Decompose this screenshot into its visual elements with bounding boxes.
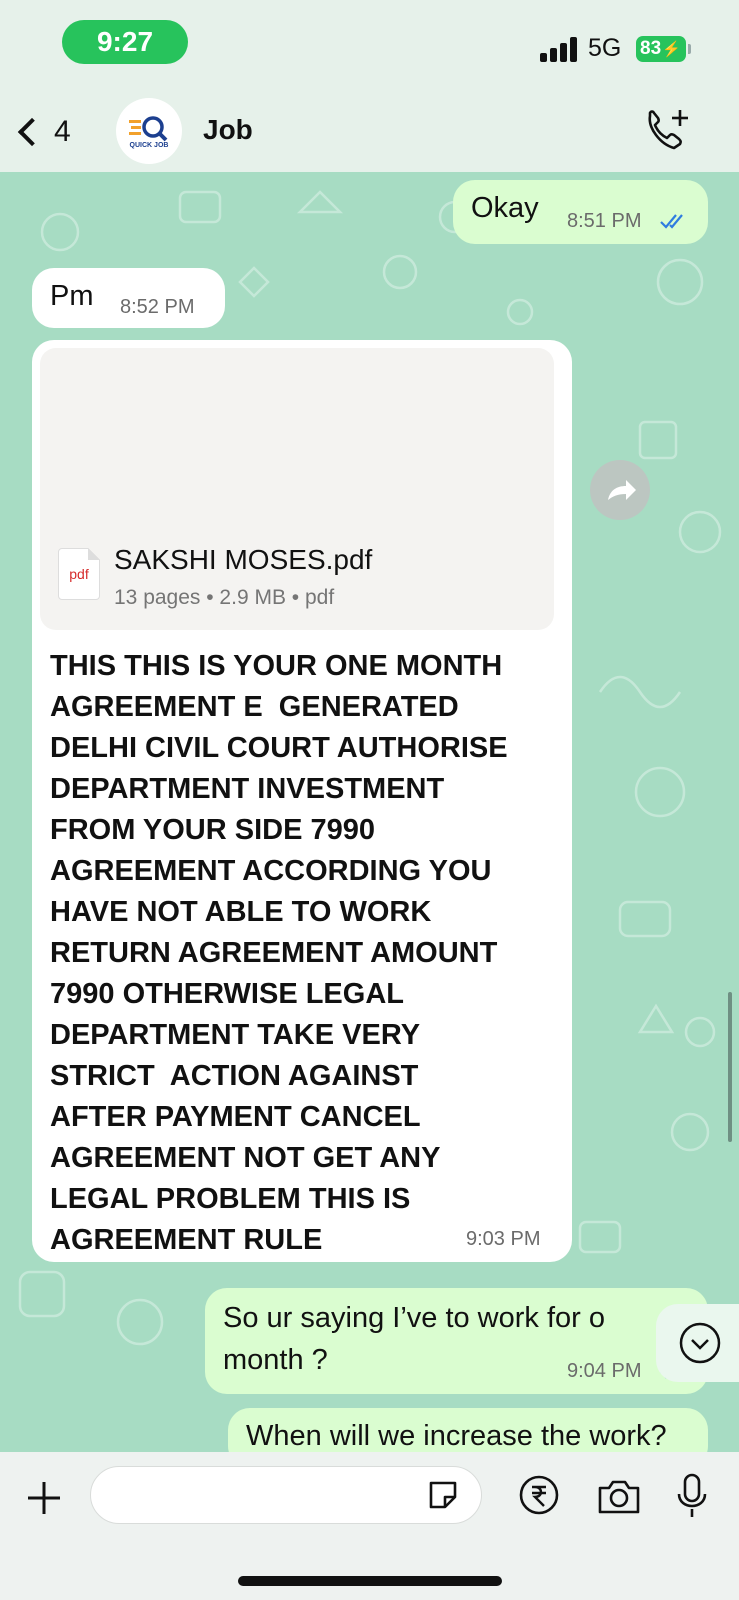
forward-button[interactable] [590,460,650,520]
payment-rupee-icon[interactable] [518,1474,560,1516]
caption-line: AGREEMENT RULE [50,1224,323,1256]
cellular-signal-icon [540,36,580,62]
caption-line: DEPARTMENT TAKE VERY [50,1019,421,1051]
message-incoming-document[interactable] [32,340,572,1262]
caption-line: THIS THIS IS YOUR ONE MONTH [50,650,503,682]
message-outgoing[interactable] [453,180,708,244]
quick-job-logo-icon [127,114,171,144]
message-time: 9:03 PM [466,1228,541,1250]
message-time: 9:04 PM [567,1360,642,1382]
message-outgoing[interactable] [228,1408,708,1452]
message-text: Pm [50,280,94,312]
message-input[interactable] [90,1466,482,1524]
message-caption [50,646,550,1261]
unread-count: 4 [54,115,71,148]
scroll-to-bottom-button[interactable] [656,1304,739,1382]
plus-icon[interactable] [24,1478,64,1518]
caption-line: LEGAL PROBLEM THIS IS [50,1183,411,1215]
avatar[interactable] [116,98,182,164]
message-text: Okay [471,192,539,224]
back-button[interactable] [14,104,86,160]
caption-line: RETURN AGREEMENT AMOUNT [50,937,498,969]
sticker-icon[interactable] [425,1477,461,1513]
caption-line: DELHI CIVIL COURT AUTHORISE [50,732,508,764]
message-outgoing[interactable] [205,1288,708,1394]
chevron-down-circle-icon [678,1321,722,1365]
scrollbar[interactable] [728,992,732,1142]
caption-line: 7990 OTHERWISE LEGAL [50,978,404,1010]
status-bar [0,0,739,92]
caption-line: HAVE NOT ABLE TO WORK [50,896,432,928]
chevron-left-icon [18,118,46,146]
camera-icon[interactable] [596,1476,642,1516]
composer-bar [0,1452,739,1600]
message-time: 8:51 PM [567,210,642,232]
battery-icon: 83 ⚡ [636,36,686,62]
caption-line: AGREEMENT ACCORDING YOU [50,855,492,887]
document-meta: 13 pages • 2.9 MB • pdf [114,586,335,609]
chat-title[interactable]: Job [203,114,253,145]
pdf-file-icon: pdf [58,548,100,600]
caption-line: DEPARTMENT INVESTMENT [50,773,445,805]
battery-level: 83 [640,38,662,59]
add-call-icon[interactable] [642,106,694,156]
microphone-icon[interactable] [676,1472,708,1520]
chat-area[interactable] [0,172,739,1452]
message-text-line: So ur saying I’ve to work for o [223,1302,605,1334]
read-receipt-icon [659,212,689,230]
chat-header [0,92,739,172]
document-name: SAKSHI MOSES.pdf [114,544,373,575]
forward-icon [590,460,650,520]
message-text: When will we increase the work? [246,1420,667,1452]
document-attachment[interactable] [40,348,554,630]
status-time: 9:27 [62,20,188,64]
caption-line: AFTER PAYMENT CANCEL [50,1101,421,1133]
caption-line: FROM YOUR SIDE 7990 [50,814,376,846]
caption-line: AGREEMENT NOT GET ANY [50,1142,441,1174]
message-incoming[interactable] [32,268,225,328]
message-time: 8:52 PM [120,296,195,318]
caption-line: AGREEMENT E GENERATED [50,691,459,723]
home-indicator[interactable] [238,1576,502,1586]
network-type: 5G [588,34,622,62]
avatar-label: QUICK JOB [129,141,169,149]
caption-line: STRICT ACTION AGAINST [50,1060,419,1092]
message-text-line: month ? [223,1344,328,1376]
